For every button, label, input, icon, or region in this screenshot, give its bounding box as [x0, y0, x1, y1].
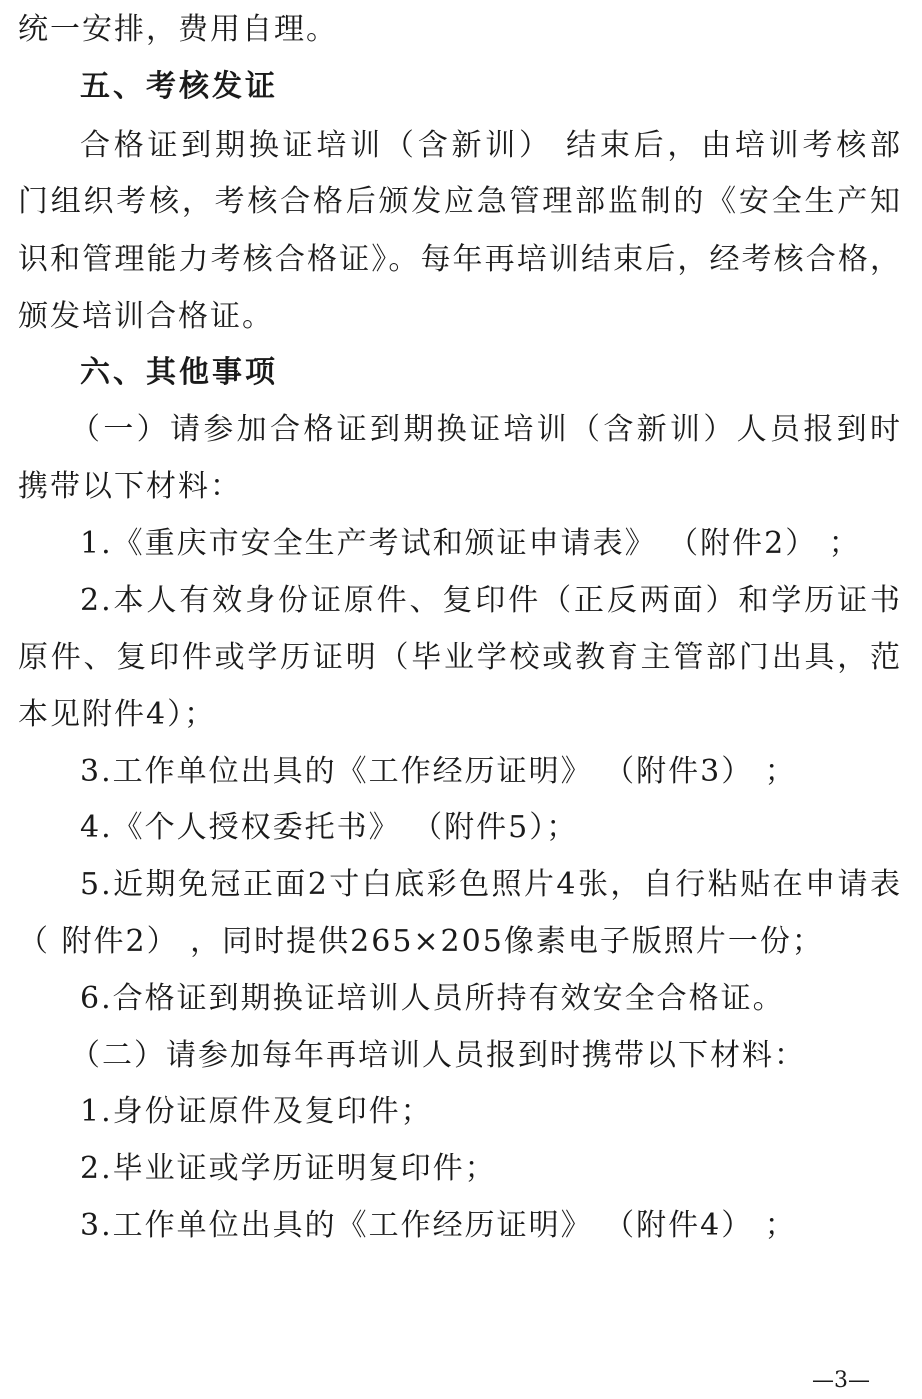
list-item: 3.工作单位出具的《工作经历证明》 （附件4） ； — [80, 1208, 797, 1243]
paragraph-line: 携带以下材料： — [18, 469, 242, 504]
list-item: 3.工作单位出具的《工作经历证明》 （附件3） ； — [80, 754, 797, 789]
section-heading-6: 六、其他事项 — [80, 355, 278, 390]
list-item: 6.合格证到期换证培训人员所持有效安全合格证。 — [80, 981, 785, 1016]
list-item-continuation: （ 附件2） ，同时提供265×205像素电子版照片一份； — [18, 924, 824, 959]
section-heading-5: 五、考核发证 — [80, 69, 278, 104]
page-number: —3— — [812, 1368, 870, 1393]
list-item: 1.身份证原件及复印件； — [80, 1094, 433, 1129]
list-item: 2.本人有效身份证原件、复印件（正反两面）和学历证书 — [80, 583, 902, 618]
paragraph-line: 统一安排，费用自理。 — [18, 12, 338, 47]
list-item: 4.《个人授权委托书》 （附件5）； — [80, 810, 579, 845]
list-item-continuation: 本见附件4）； — [18, 697, 217, 732]
subsection-intro: （二）请参加每年再培训人员报到时携带以下材料： — [70, 1038, 806, 1073]
list-item: 1.《重庆市安全生产考试和颁证申请表》 （附件2） ； — [80, 526, 861, 561]
paragraph-line: 识和管理能力考核合格证》。每年再培训结束后，经考核合格， — [18, 242, 902, 277]
list-item-continuation: 原件、复印件或学历证明（毕业学校或教育主管部门出具，范 — [18, 640, 902, 675]
list-item: 2.毕业证或学历证明复印件； — [80, 1151, 497, 1186]
list-item: 5.近期免冠正面2寸白底彩色照片4张，自行粘贴在申请表 — [80, 867, 902, 902]
paragraph-line: 颁发培训合格证。 — [18, 299, 274, 334]
subsection-intro: （一）请参加合格证到期换证培训（含新训）人员报到时 — [70, 412, 902, 447]
paragraph-line: 门组织考核，考核合格后颁发应急管理部监制的《安全生产知 — [18, 184, 902, 219]
paragraph-line: 合格证到期换证培训（含新训） 结束后，由培训考核部 — [80, 128, 902, 163]
